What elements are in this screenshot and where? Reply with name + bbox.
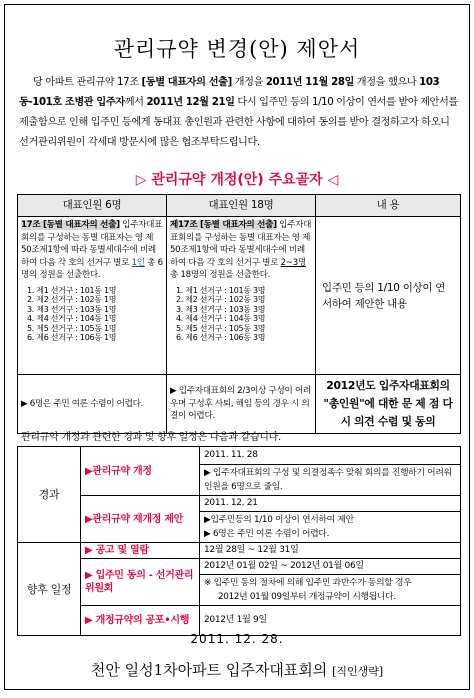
header-6: 대표인원 6명	[18, 195, 167, 217]
mid-body-end: 총 18명의 정원을 선출한다.	[170, 270, 271, 280]
district-item: 4. 제4 선거구 : 104동 3명	[176, 314, 266, 323]
district-item: 1. 제1 선거구 : 101동 3명	[176, 285, 266, 295]
row-date: 2012년 01월 02일 ~ 2012년 01월 06일	[200, 559, 461, 575]
intro-date: 2011년 11월 28일	[265, 77, 354, 88]
district-item: 2. 제2 선거구 : 102동 1명	[27, 295, 117, 304]
row-title: ▶ 개정규약의 공포•시행	[81, 606, 200, 636]
district-item: 1. 제1 선거구 : 101동 1명	[27, 285, 117, 295]
row-detail-line: ▶ 6명은 주민 여론 수렴이 어렵다.	[204, 529, 330, 539]
section-heading: ▷ 관리규약 개정(안) 주요골자 ◁	[135, 172, 339, 188]
row-date: 2011. 11. 28	[200, 447, 461, 465]
district-item: 4. 제4 선거구 : 104동 1명	[27, 314, 117, 323]
header-18: 대표인원 18명	[167, 195, 316, 217]
intro-text: 개정을	[231, 77, 266, 88]
organization-name: 천안 일성1차아파트 입주자대표회의	[90, 661, 328, 679]
district-item: 5. 제5 선거구 : 105동 1명	[27, 323, 117, 333]
document-title: 관리규약 변경(안) 제안서	[113, 37, 361, 61]
left-article: 17조 [동별 대표자의 선출]	[21, 220, 120, 230]
left-district-list	[27, 286, 163, 343]
row-title: ▶관리규약 개정	[81, 447, 200, 496]
intro-text: 다시 입주민 등의 1/10 이상이 연서를 받아 제안서를 제출함으로 인해 입주민 등에게 동대표 총인원과 관련한 사항에 대하여 동의를 받아 결정하고자 하오니 선거관리위원이 각세대 방문시에 많은 협조부탁드립니다.	[19, 97, 458, 148]
mid-count: 2~3명	[280, 257, 306, 268]
left-count: 1인	[131, 257, 145, 268]
mid-district-list	[176, 286, 312, 343]
note-right: 2012년도 입주자대표회의 "총인원"에 대한 문 제 점 다시 의견 수렴 및 동의	[316, 375, 461, 434]
intro-paragraph	[19, 73, 459, 153]
row-date: 2011. 12. 21	[200, 496, 461, 512]
document	[4, 4, 470, 690]
row-detail: ▶ 입주자대표회의 구성 및 의결정족수 맞춰 회의를 진행하기 어려워 인원을 6명으로 줄임.	[200, 465, 461, 496]
schedule-table	[17, 446, 461, 636]
intro-text: 개정을 했으나	[353, 77, 420, 88]
category-upcoming: 향후 일정	[18, 543, 81, 636]
district-item: 3. 제3 선거구 : 103동 3명	[176, 304, 266, 314]
intro-proposer: 103동-101호 조병관 입주자	[19, 77, 440, 108]
cell-left-rule	[18, 217, 167, 375]
intro-text: 당 아파트 관리규약 17조	[33, 77, 142, 88]
row-detail	[200, 512, 461, 543]
mid-article: 제17조 [동별 대표자의 선출]	[170, 220, 277, 230]
intro-text: 께서	[124, 97, 147, 108]
row-detail-line: ※ 입주민 동의 절차에 의해 입주민 과반수가 동의할 경우	[204, 578, 412, 588]
header-content: 내 용	[316, 195, 461, 217]
cell-mid-rule	[167, 217, 316, 375]
district-item: 5. 제5 선거구 : 105동 3명	[176, 323, 266, 333]
mid-body: 입주자대표회의를 구성하는 동별 대표자는 영 제50조제1항에 따라 동별세대수에 비례하여 다음 각 호의 선거구 별로	[170, 220, 312, 268]
note-mid: ▶ 입주자대표회의 2/3이상 구성이 어려우며 구성후 사퇴, 해임 등의 경우 시 의결이 어렵다.	[167, 375, 316, 434]
row-detail	[200, 575, 461, 606]
row-title: ▶관리규약 재개정 제안	[81, 496, 200, 543]
note-left: ▶ 6명은 주민 여론 수렴이 어렵다.	[18, 375, 167, 434]
category-progress: 경과	[18, 447, 81, 543]
seal-note: [직인생략]	[332, 665, 384, 678]
intro-article: [동별 대표자의 선출]	[141, 77, 232, 88]
schedule-summary: 관리규약 개정과 관련한 경과 및 향후 일정은 다음과 같습니다.	[21, 432, 281, 443]
signing-date: 2011. 12. 28.	[190, 632, 284, 646]
row-title: ▶ 입주민 동의 - 선거관리위원회	[81, 559, 200, 606]
row-title: ▶ 공고 및 열람	[81, 543, 200, 559]
district-item: 2. 제2 선거구 : 102동 3명	[176, 295, 266, 304]
left-body: 입주자대표회의를 구성하는 동별 대표자는 영 제50조제1항에 따라 동별세대수에 비례하여 다음 각 호의 선거구 별로	[21, 220, 163, 268]
cell-content: 입주민 등의 1/10 이상이 연서하여 제안한 내용	[316, 217, 461, 375]
row-date: 12월 28일 ~ 12월 31일	[200, 543, 461, 559]
row-detail-line: ▶입주민등의 1/10 이상이 연서하여 제안	[204, 515, 354, 525]
row-detail-line: 2012년 01월 09일부터 개정규약이 시행됩니다.	[218, 592, 396, 602]
intro-date: 2011년 12월 21일	[146, 97, 235, 108]
district-item: 6. 제6 선거구 : 106동 3명	[176, 333, 266, 342]
district-item: 3. 제3 선거구 : 103동 1명	[27, 304, 117, 314]
left-body-end: 총 6명의 정원을 선출한다.	[21, 257, 163, 280]
organization-signature	[5, 659, 469, 680]
comparison-table	[17, 194, 461, 434]
row-date: 2012년 1월 9일	[200, 606, 461, 636]
district-item: 6. 제6 선거구 : 106동 1명	[27, 333, 117, 342]
